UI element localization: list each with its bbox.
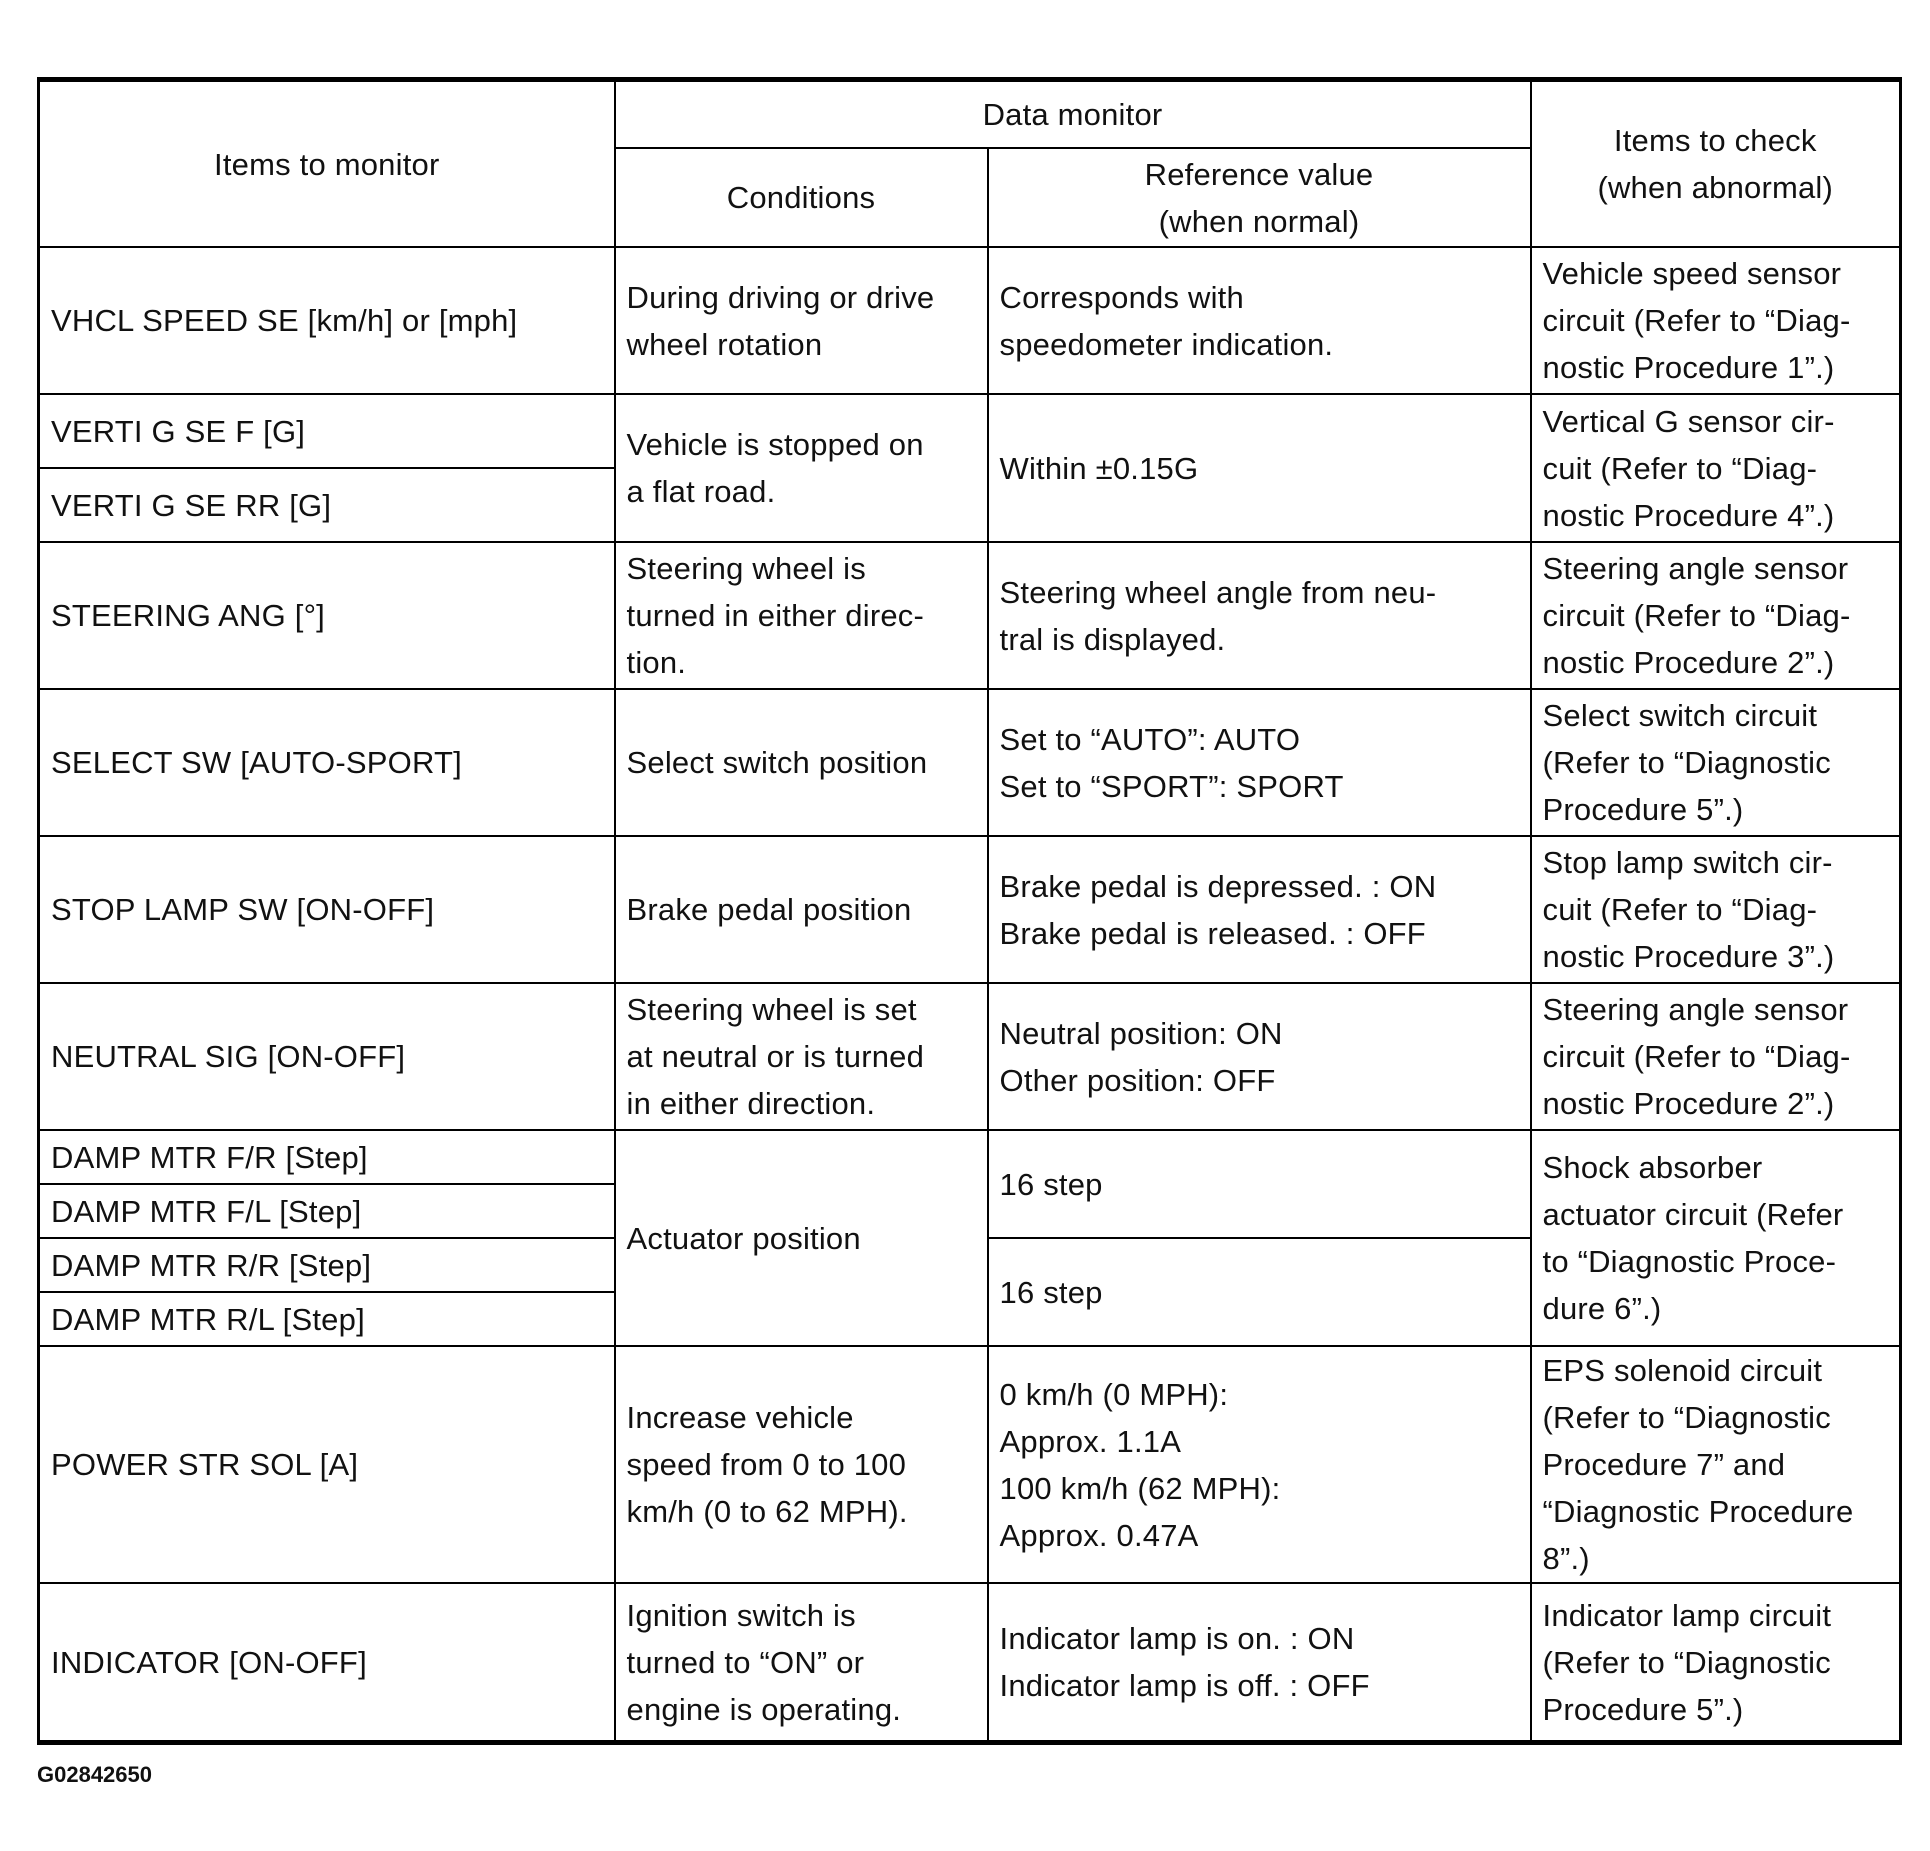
conditions-cell: Steering wheel is turned in either direc- tion. <box>615 542 988 689</box>
conditions-cell: During driving or drive wheel rotation <box>615 247 988 394</box>
figure-id: G02842650 <box>37 1762 152 1787</box>
check-cell: Steering angle sensor circuit (Refer to “Diag- nostic Procedure 2”.) <box>1531 542 1901 689</box>
header-conditions: Conditions <box>615 148 988 247</box>
reference-cell: 16 step <box>988 1238 1531 1346</box>
reference-cell: Set to “AUTO”: AUTO Set to “SPORT”: SPORT <box>988 689 1531 836</box>
table-row <box>39 836 1901 983</box>
conditions-cell: Ignition switch is turned to “ON” or engine is operating. <box>615 1583 988 1743</box>
item-cell: STEERING ANG [°] <box>39 542 615 689</box>
check-cell: EPS solenoid circuit (Refer to “Diagnostic Procedure 7” and “Diagnostic Procedure 8”.) <box>1531 1346 1901 1583</box>
check-cell: Indicator lamp circuit (Refer to “Diagnostic Procedure 5”.) <box>1531 1583 1901 1743</box>
check-cell: Vehicle speed sensor circuit (Refer to “Diag- nostic Procedure 1”.) <box>1531 247 1901 394</box>
item-cell: DAMP MTR F/R [Step] <box>39 1130 615 1184</box>
table-row <box>39 1130 1901 1184</box>
conditions-cell: Select switch position <box>615 689 988 836</box>
reference-cell: Steering wheel angle from neu- tral is displayed. <box>988 542 1531 689</box>
conditions-cell: Actuator position <box>615 1130 988 1346</box>
check-cell: Vertical G sensor cir- cuit (Refer to “Diag- nostic Procedure 4”.) <box>1531 394 1901 542</box>
reference-cell: Neutral position: ON Other position: OFF <box>988 983 1531 1130</box>
item-cell: VERTI G SE RR [G] <box>39 468 615 542</box>
item-cell: POWER STR SOL [A] <box>39 1346 615 1583</box>
item-cell: DAMP MTR F/L [Step] <box>39 1184 615 1238</box>
reference-cell: 16 step <box>988 1130 1531 1238</box>
reference-cell: Within ±0.15G <box>988 394 1531 542</box>
item-cell: DAMP MTR R/L [Step] <box>39 1292 615 1346</box>
reference-cell: Corresponds with speedometer indication. <box>988 247 1531 394</box>
data-monitor-table <box>37 77 1902 1745</box>
table-row <box>39 689 1901 836</box>
table-row <box>39 247 1901 394</box>
check-cell: Select switch circuit (Refer to “Diagnostic Procedure 5”.) <box>1531 689 1901 836</box>
header-items-to-check: Items to check (when abnormal) <box>1531 80 1901 248</box>
item-cell: DAMP MTR R/R [Step] <box>39 1238 615 1292</box>
table-row <box>39 1346 1901 1583</box>
item-cell: SELECT SW [AUTO-SPORT] <box>39 689 615 836</box>
conditions-cell: Increase vehicle speed from 0 to 100 km/h (0 to 62 MPH). <box>615 1346 988 1583</box>
check-cell: Shock absorber actuator circuit (Refer to “Diagnostic Proce- dure 6”.) <box>1531 1130 1901 1346</box>
item-cell: NEUTRAL SIG [ON-OFF] <box>39 983 615 1130</box>
table-row <box>39 1583 1901 1743</box>
item-cell: STOP LAMP SW [ON-OFF] <box>39 836 615 983</box>
reference-cell: 0 km/h (0 MPH): Approx. 1.1A 100 km/h (62 MPH): Approx. 0.47A <box>988 1346 1531 1583</box>
check-cell: Steering angle sensor circuit (Refer to “Diag- nostic Procedure 2”.) <box>1531 983 1901 1130</box>
table-row <box>39 394 1901 468</box>
reference-cell: Brake pedal is depressed. : ON Brake pedal is released. : OFF <box>988 836 1531 983</box>
header-items-to-monitor: Items to monitor <box>39 80 615 248</box>
check-cell: Stop lamp switch cir- cuit (Refer to “Diag- nostic Procedure 3”.) <box>1531 836 1901 983</box>
header-reference-value: Reference value (when normal) <box>988 148 1531 247</box>
reference-cell: Indicator lamp is on. : ON Indicator lamp is off. : OFF <box>988 1583 1531 1743</box>
item-cell: INDICATOR [ON-OFF] <box>39 1583 615 1743</box>
conditions-cell: Brake pedal position <box>615 836 988 983</box>
conditions-cell: Steering wheel is set at neutral or is turned in either direction. <box>615 983 988 1130</box>
table-row <box>39 983 1901 1130</box>
table-row <box>39 542 1901 689</box>
header-data-monitor: Data monitor <box>615 80 1531 149</box>
item-cell: VERTI G SE F [G] <box>39 394 615 468</box>
item-cell: VHCL SPEED SE [km/h] or [mph] <box>39 247 615 394</box>
conditions-cell: Vehicle is stopped on a flat road. <box>615 394 988 542</box>
